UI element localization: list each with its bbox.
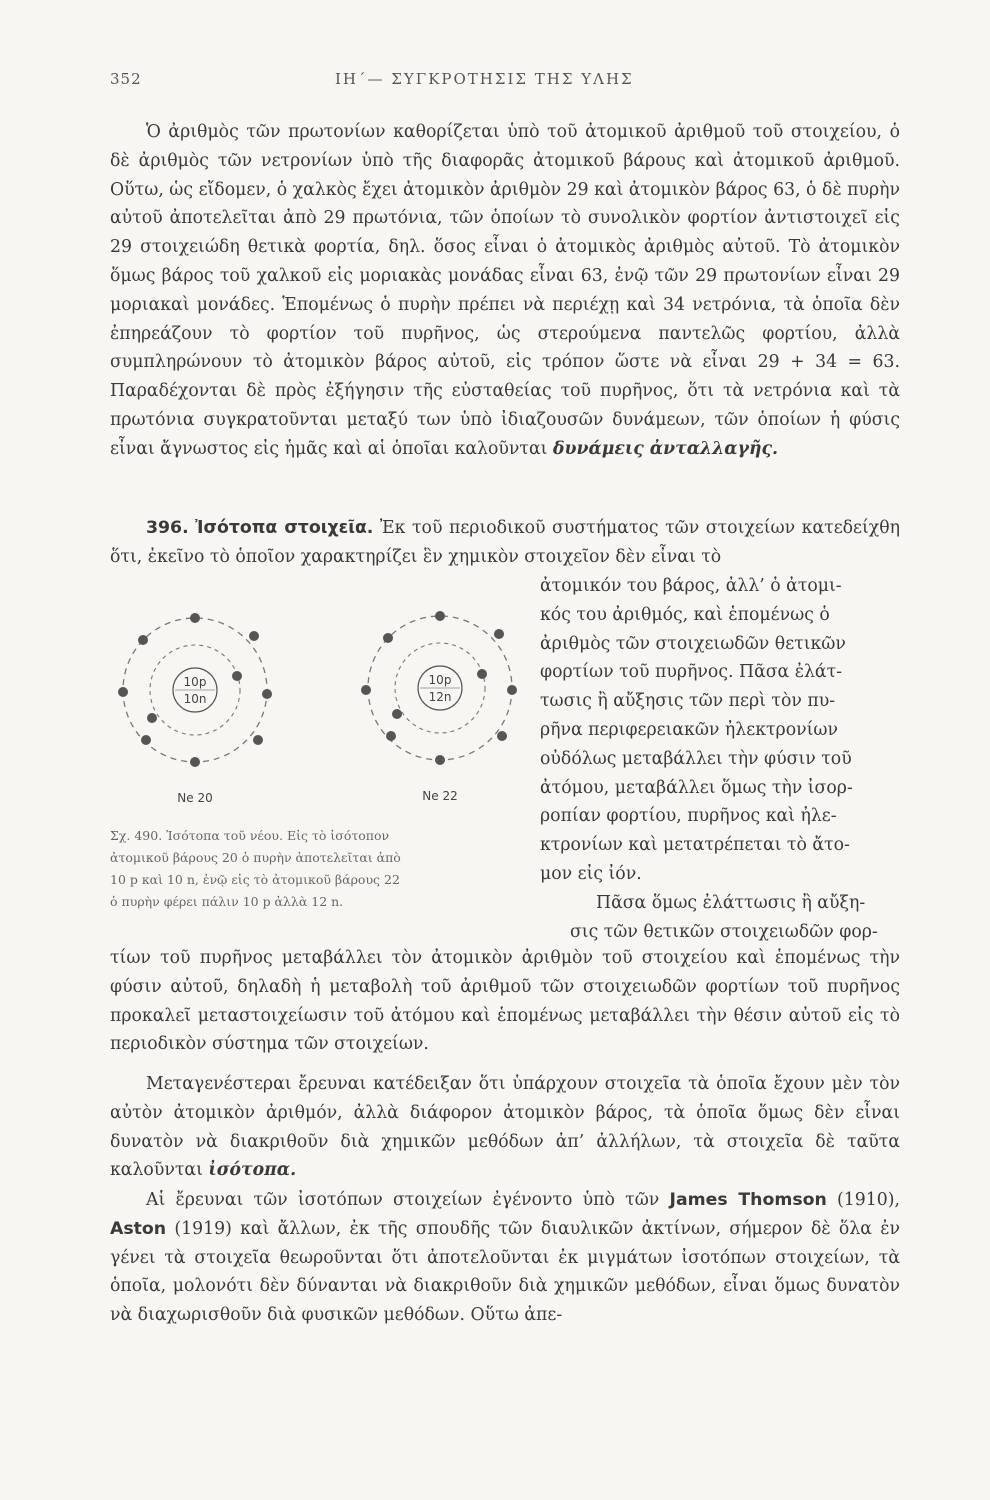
- wrap-line: Πᾶσα ὅμως ἐλάττωσις ἢ αὔξη-: [596, 892, 866, 913]
- emphasis-term: ἰσότοπα.: [208, 1160, 297, 1181]
- name-thomson: James Thomson: [669, 1190, 827, 1210]
- paragraph-nucleus: [110, 118, 900, 464]
- section-intro: Ἐκ τοῦ περιοδικοῦ συστήματος τῶν στοιχείων κατεδείχθη ὅτι, ἐκεῖνο τὸ ὁποῖον χαρακτηρίζει ἓν χημικὸν στοιχεῖον δὲν εἶναι τὸ: [110, 518, 901, 567]
- neutron-count: 10n: [183, 692, 207, 706]
- proton-count: 10p: [183, 675, 207, 689]
- paragraph-text: Μεταγενέστεραι ἔρευναι κατέδειξαν ὅτι ὑπάρχουν στοιχεῖα τὰ ὁποῖα ἔχουν μὲν τὸν αὐτὸν ἀτομικὸν ἀριθμόν, ἀλλὰ διάφορον ἀτομικὸν βάρος, τὰ ὁποῖα ὅμως δὲν εἶναι δυνατὸν νὰ διακριθοῦν διὰ χημικῶν μεθόδων ἀπ’ ἀλλήλων, τὰ στοιχεῖα δὲ ταῦτα καλοῦνται: [110, 1074, 900, 1181]
- wrap-line: τωσις ἢ αὔξησις τῶν περὶ τὸν πυ-: [540, 691, 836, 712]
- paragraph-research: [110, 1186, 900, 1330]
- electron-icon: [141, 735, 151, 745]
- caption-line: 10 p καὶ 10 n, ἐνῷ εἰς τὸ ἀτομικοῦ βάρους 22: [110, 872, 400, 887]
- electron-icon: [118, 687, 128, 697]
- paragraph-text: Ὁ ἀριθμὸς τῶν πρωτονίων καθορίζεται ὑπὸ τοῦ ἀτομικοῦ ἀριθμοῦ τοῦ στοιχείου, ὁ δὲ ἀριθμὸς τῶν νετρονίων ὑπὸ τῆς διαφορᾶς ἀτομικοῦ βάρους καὶ ἀτομικοῦ ἀριθμοῦ. Οὕτω, ὡς εἴδομεν, ὁ χαλκὸς ἔχει ἀτομικὸν ἀριθμὸν 29 καὶ ἀτομικὸν βάρος 63, ὁ δὲ πυρὴν αὐτοῦ ἀποτελεῖται ἀπὸ 29 πρωτόνια, τῶν ὁποίων τὸ συνολικὸν φορτίον ἀντιστοιχεῖ εἰς 29 στοιχειώδη θετικὰ φορτία, δηλ. ὅσος εἶναι ὁ ἀτομικὸς ἀριθμὸς αὐτοῦ. Τὸ ἀτομικὸν ὅμως βάρος τοῦ χαλκοῦ εἰς μοριακὰς μονάδας εἶναι 63, ἐνῷ τῶν 29 πρωτονίων εἶναι 29 μοριακαὶ μονάδες. Ἑπομένως ὁ πυρὴν πρέπει νὰ περιέχῃ καὶ 34 νετρόνια, τὰ ὁποῖα δὲν ἐπηρεάζουν τὸ φορτίον τοῦ πυρῆνος, ὡς στερούμενα παντελῶς φορτίου, ἀλλὰ συμπληρώνουν τὸ ἀτομικὸν βάρος αὐτοῦ, εἰς τρόπον ὥστε νὰ εἶναι 29 + 34 = 63. Παραδέχονται δὲ πρὸς ἐξήγησιν τῆς εὐσταθείας τοῦ πυρῆνος, ὅτι τὰ νετρόνια καὶ τὰ πρωτόνια συγκρατοῦνται μεταξύ των ὑπὸ ἰδιαζουσῶν δυνάμεων, τῶν ὁποίων ἡ φύσις εἶναι ἄγνωστος εἰς ἡμᾶς καὶ αἱ ὁποῖαι καλοῦνται: [110, 122, 901, 459]
- section-heading-paragraph: [110, 514, 900, 572]
- electron-icon: [435, 755, 445, 765]
- electron-icon: [383, 633, 393, 643]
- electron-icon: [435, 611, 445, 621]
- running-title: ΙΗ΄— ΣΥΓΚΡΟΤΗΣΙΣ ΤΗΣ ΥΛΗΣ: [335, 70, 634, 88]
- electron-icon: [477, 669, 487, 679]
- electron-icon: [147, 713, 157, 723]
- wrap-line: σις τῶν θετικῶν στοιχειωδῶν φορ-: [570, 921, 878, 942]
- electron-icon: [507, 685, 517, 695]
- atom-label: Ne 22: [422, 789, 458, 803]
- paragraph-text: Αἱ ἔρευναι τῶν ἰσοτόπων στοιχείων ἐγένοντο ὑπὸ τῶν: [146, 1190, 660, 1210]
- electron-icon: [253, 735, 263, 745]
- electron-icon: [232, 671, 242, 681]
- wrap-line: κός του ἀριθμός, καὶ ἑπομένως ὁ: [540, 604, 830, 625]
- caption-line: ἀτομικοῦ βάρους 20 ὁ πυρὴν ἀποτελεῖται ἀπὸ: [110, 850, 401, 865]
- wrapped-text-column: [540, 572, 900, 946]
- electron-icon: [249, 631, 259, 641]
- paragraph-text: (1919) καὶ ἄλλων, ἐκ τῆς σπουδῆς τῶν διαυλικῶν ἀκτίνων, σήμερον δὲ ὅλα ἐν γένει τὰ στοιχεῖα θεωροῦνται ὅτι ἀποτελοῦνται ἐκ μιγμάτων ἰσοτόπων στοιχείων, τὰ ὁποῖα, μολονότι δὲν δύνανται νὰ διακριθοῦν διὰ χημικῶν μεθόδων, εἶναι ὅμως δυνατὸν νὰ διαχωρισθοῦν διὰ φυσικῶν μεθόδων. Οὕτω ἀπε-: [110, 1218, 900, 1326]
- paragraph-isotopes: [110, 1070, 900, 1185]
- electron-icon: [262, 689, 272, 699]
- section-title: Ἰσότοπα στοιχεῖα.: [195, 518, 374, 538]
- electron-icon: [497, 731, 507, 741]
- wrap-line: ἀτόμου, μεταβάλλει ὅμως τὴν ἰσορ-: [540, 777, 853, 798]
- isotope-figure: [110, 590, 530, 830]
- wrap-line: κτρονίων καὶ μετατρέπεται τὸ ἄτο-: [540, 835, 850, 856]
- isotope-diagram: [110, 590, 530, 830]
- atom-ne22: [361, 611, 517, 803]
- electron-icon: [386, 731, 396, 741]
- wrap-line: φορτίων τοῦ πυρῆνος. Πᾶσα ἐλάτ-: [540, 662, 842, 683]
- wrap-line: οὐδόλως μεταβάλλει τὴν φύσιν τοῦ: [540, 748, 852, 769]
- wrap-line: ρῆνα περιφερειακῶν ἠλεκτρονίων: [540, 719, 838, 740]
- wrap-line: ἀριθμὸς τῶν στοιχειωδῶν θετικῶν: [540, 633, 846, 654]
- wrap-line: μον εἰς ἰόν.: [540, 863, 642, 884]
- neutron-count: 12n: [428, 690, 452, 704]
- atom-ne20: [118, 613, 272, 805]
- figure-caption: [110, 825, 540, 913]
- electron-icon: [190, 613, 200, 623]
- atom-label: Ne 20: [177, 791, 213, 805]
- electron-icon: [138, 635, 148, 645]
- proton-count: 10p: [428, 673, 452, 687]
- paragraph-text: (1910),: [837, 1190, 900, 1210]
- electron-icon: [190, 757, 200, 767]
- page-number: 352: [110, 70, 142, 88]
- wrap-line: ἀτομικόν του βάρος, ἀλλ’ ὁ ἀτομι-: [540, 576, 842, 596]
- name-aston: Aston: [110, 1218, 167, 1239]
- emphasis-term: δυνάμεις ἀνταλλαγῆς.: [552, 438, 779, 459]
- electron-icon: [494, 629, 504, 639]
- electron-icon: [361, 685, 371, 695]
- caption-line: Σχ. 490. Ἰσότοπα τοῦ νέου. Εἰς τὸ ἰσότοπον: [110, 828, 390, 843]
- caption-line: ὁ πυρὴν φέρει πάλιν 10 p ἀλλὰ 12 n.: [110, 894, 344, 909]
- wrap-line: ροπίαν φορτίου, πυρῆνος καὶ ἠλε-: [540, 806, 837, 827]
- section-continuation: τίων τοῦ πυρῆνος μεταβάλλει τὸν ἀτομικὸν ἀριθμὸν τοῦ στοιχείου καὶ ἑπομένως τὴν φύσιν αὐτοῦ, δηλαδὴ ἡ μεταβολὴ τοῦ ἀριθμοῦ τῶν στοιχειωδῶν φορτίων τοῦ πυρῆνος προκαλεῖ μεταστοιχείωσιν τοῦ ἀτόμου καὶ ἑπομένως μεταβάλλει τὴν θέσιν αὐτοῦ εἰς τὸ περιοδικὸν σύστημα τῶν στοιχείων.: [110, 948, 900, 1055]
- section-number: 396.: [146, 518, 189, 538]
- electron-icon: [392, 709, 402, 719]
